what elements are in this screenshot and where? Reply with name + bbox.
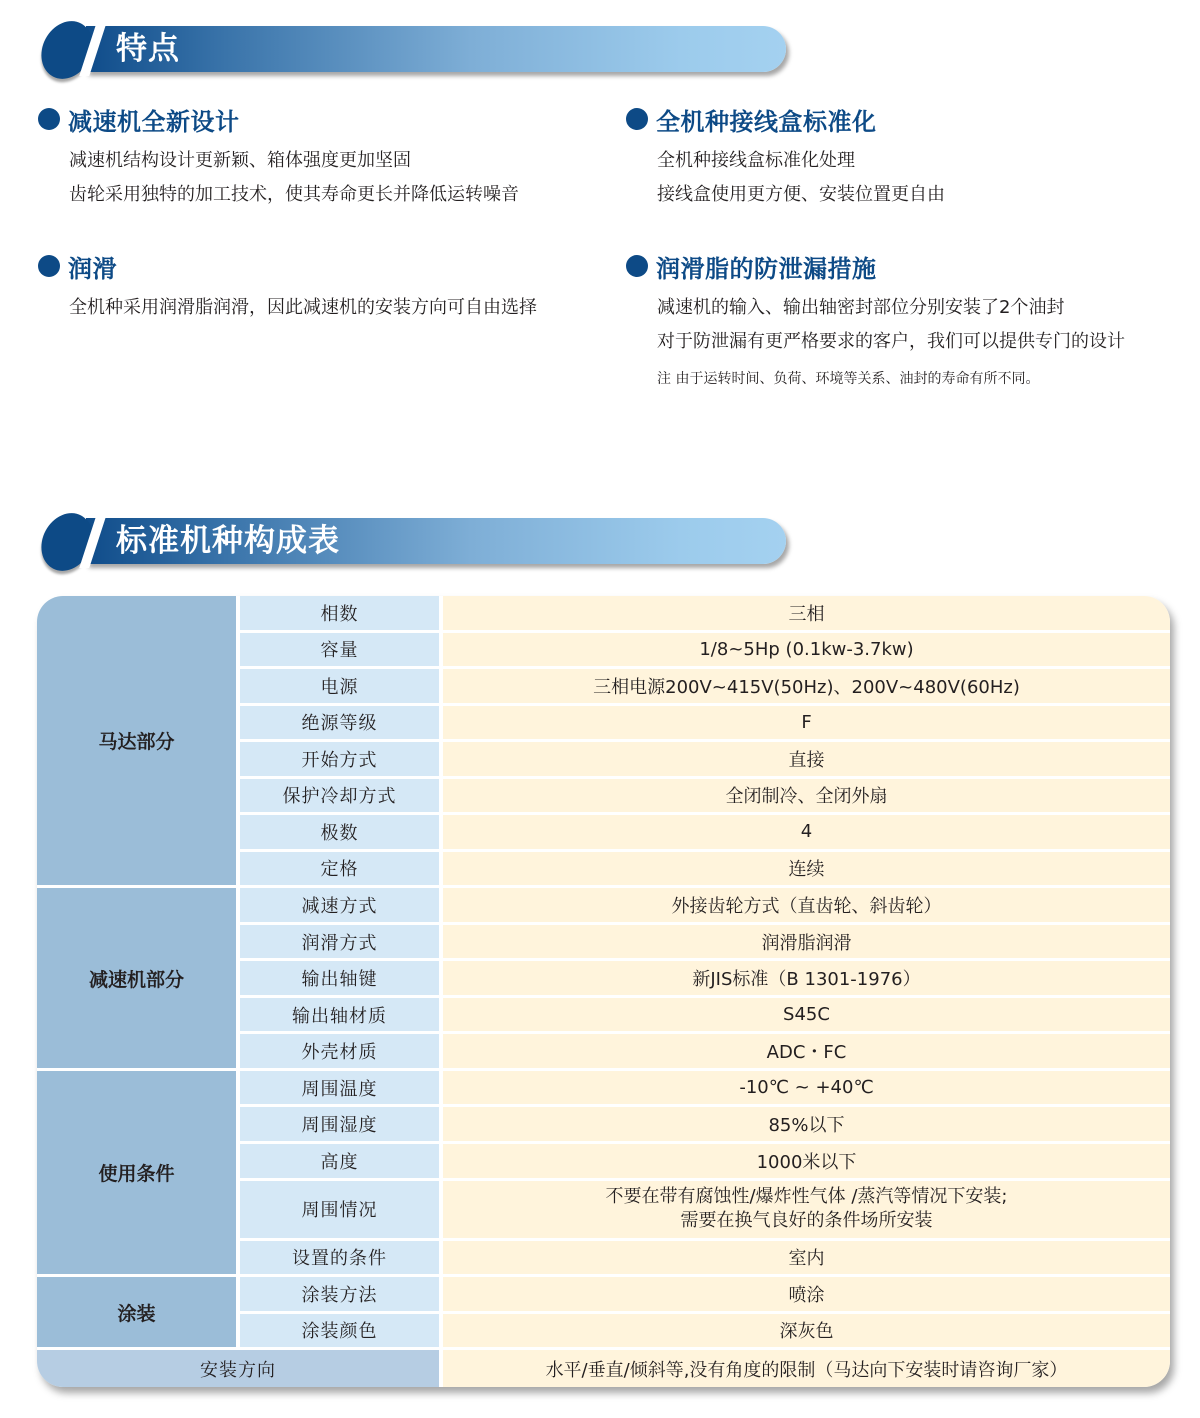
row-value: 三相电源200V~415V(50Hz)、200V~480V(60Hz) <box>443 669 1170 706</box>
section-title: 特点 <box>116 31 180 67</box>
row-value-line: 需要在换气良好的条件场所安装 <box>680 1210 933 1232</box>
row-label: 周围情况 <box>240 1181 443 1241</box>
row-label: 相数 <box>240 596 443 633</box>
row-label: 周围温度 <box>240 1071 443 1108</box>
row-value: 新JIS标准（B 1301-1976） <box>443 961 1170 998</box>
row-value: 室内 <box>443 1241 1170 1278</box>
row-label: 电源 <box>240 669 443 706</box>
row-label: 绝源等级 <box>240 706 443 743</box>
feature-leak-prevention <box>626 249 1125 389</box>
spec-table <box>37 596 1170 1387</box>
row-value: 润滑脂润滑 <box>443 925 1170 962</box>
group-cell-coating: 涂装 <box>37 1277 240 1350</box>
feature-line: 减速机的输入、输出轴密封部位分别安装了2个油封 <box>657 297 1065 318</box>
feature-line: 全机种接线盒标准化处理 <box>657 150 855 171</box>
row-label: 开始方式 <box>240 742 443 779</box>
row-label: 周围湿度 <box>240 1107 443 1144</box>
row-label: 润滑方式 <box>240 925 443 962</box>
row-label: 容量 <box>240 633 443 670</box>
bullet-icon <box>626 255 648 277</box>
group-cell-reducer: 减速机部分 <box>37 888 240 1071</box>
row-value <box>443 1181 1170 1241</box>
row-value: 1000米以下 <box>443 1144 1170 1181</box>
header-bar <box>86 26 786 72</box>
row-value: 三相 <box>443 596 1170 633</box>
row-value: 连续 <box>443 852 1170 889</box>
row-value: 85%以下 <box>443 1107 1170 1144</box>
section-title: 标准机种构成表 <box>116 523 340 559</box>
row-label: 涂装颜色 <box>240 1314 443 1351</box>
feature-line: 齿轮采用独特的加工技术，使其寿命更长并降低运转噪音 <box>69 184 519 205</box>
group-cell-conditions: 使用条件 <box>37 1071 240 1277</box>
spec-table-section-header <box>36 512 792 572</box>
table-row <box>37 888 1170 925</box>
feature-heading: 全机种接线盒标准化 <box>656 107 877 136</box>
row-value: 水平/垂直/倾斜等,没有角度的限制（马达向下安装时请咨询厂家） <box>443 1350 1170 1387</box>
feature-heading: 减速机全新设计 <box>68 107 240 136</box>
row-value: 喷涂 <box>443 1277 1170 1314</box>
table-row <box>37 1277 1170 1314</box>
features-section-header <box>36 20 792 80</box>
feature-line: 全机种采用润滑脂润滑，因此减速机的安装方向可自由选择 <box>69 297 537 318</box>
feature-lubrication <box>38 249 537 325</box>
row-value: F <box>443 706 1170 743</box>
row-value: 外接齿轮方式（直齿轮、斜齿轮） <box>443 888 1170 925</box>
feature-line: 接线盒使用更方便、安装位置更自由 <box>657 184 945 205</box>
bullet-icon <box>38 108 60 130</box>
row-label: 输出轴材质 <box>240 998 443 1035</box>
row-label: 定格 <box>240 852 443 889</box>
feature-new-design <box>38 102 519 212</box>
row-label: 设置的条件 <box>240 1241 443 1278</box>
row-label: 输出轴键 <box>240 961 443 998</box>
row-value: S45C <box>443 998 1170 1035</box>
table-row <box>37 1071 1170 1108</box>
row-value: 1/8~5Hp (0.1kw-3.7kw) <box>443 633 1170 670</box>
table-row-mounting <box>37 1350 1170 1387</box>
row-value: 4 <box>443 815 1170 852</box>
feature-note: 注 由于运转时间、负荷、环境等关系、油封的寿命有所不同。 <box>657 371 1040 387</box>
row-label: 安装方向 <box>37 1350 443 1387</box>
group-cell-motor: 马达部分 <box>37 596 240 888</box>
row-label: 外壳材质 <box>240 1034 443 1071</box>
bullet-icon <box>38 255 60 277</box>
row-value: 深灰色 <box>443 1314 1170 1351</box>
feature-heading: 润滑 <box>68 254 117 283</box>
row-value: -10℃ ~ +40℃ <box>443 1071 1170 1108</box>
feature-heading: 润滑脂的防泄漏措施 <box>656 254 877 283</box>
row-value: ADC・FC <box>443 1034 1170 1071</box>
feature-terminal-box <box>626 102 945 212</box>
row-label: 保护冷却方式 <box>240 779 443 816</box>
table-row <box>37 596 1170 633</box>
feature-line: 对于防泄漏有更严格要求的客户，我们可以提供专门的设计 <box>657 331 1125 352</box>
row-value: 直接 <box>443 742 1170 779</box>
row-label: 涂装方法 <box>240 1277 443 1314</box>
row-value-line: 不要在带有腐蚀性/爆炸性气体 /蒸汽等情况下安装; <box>605 1186 1008 1208</box>
row-label: 极数 <box>240 815 443 852</box>
row-value: 全闭制冷、全闭外扇 <box>443 779 1170 816</box>
bullet-icon <box>626 108 648 130</box>
row-label: 减速方式 <box>240 888 443 925</box>
feature-line: 减速机结构设计更新颖、箱体强度更加坚固 <box>69 150 411 171</box>
row-label: 高度 <box>240 1144 443 1181</box>
